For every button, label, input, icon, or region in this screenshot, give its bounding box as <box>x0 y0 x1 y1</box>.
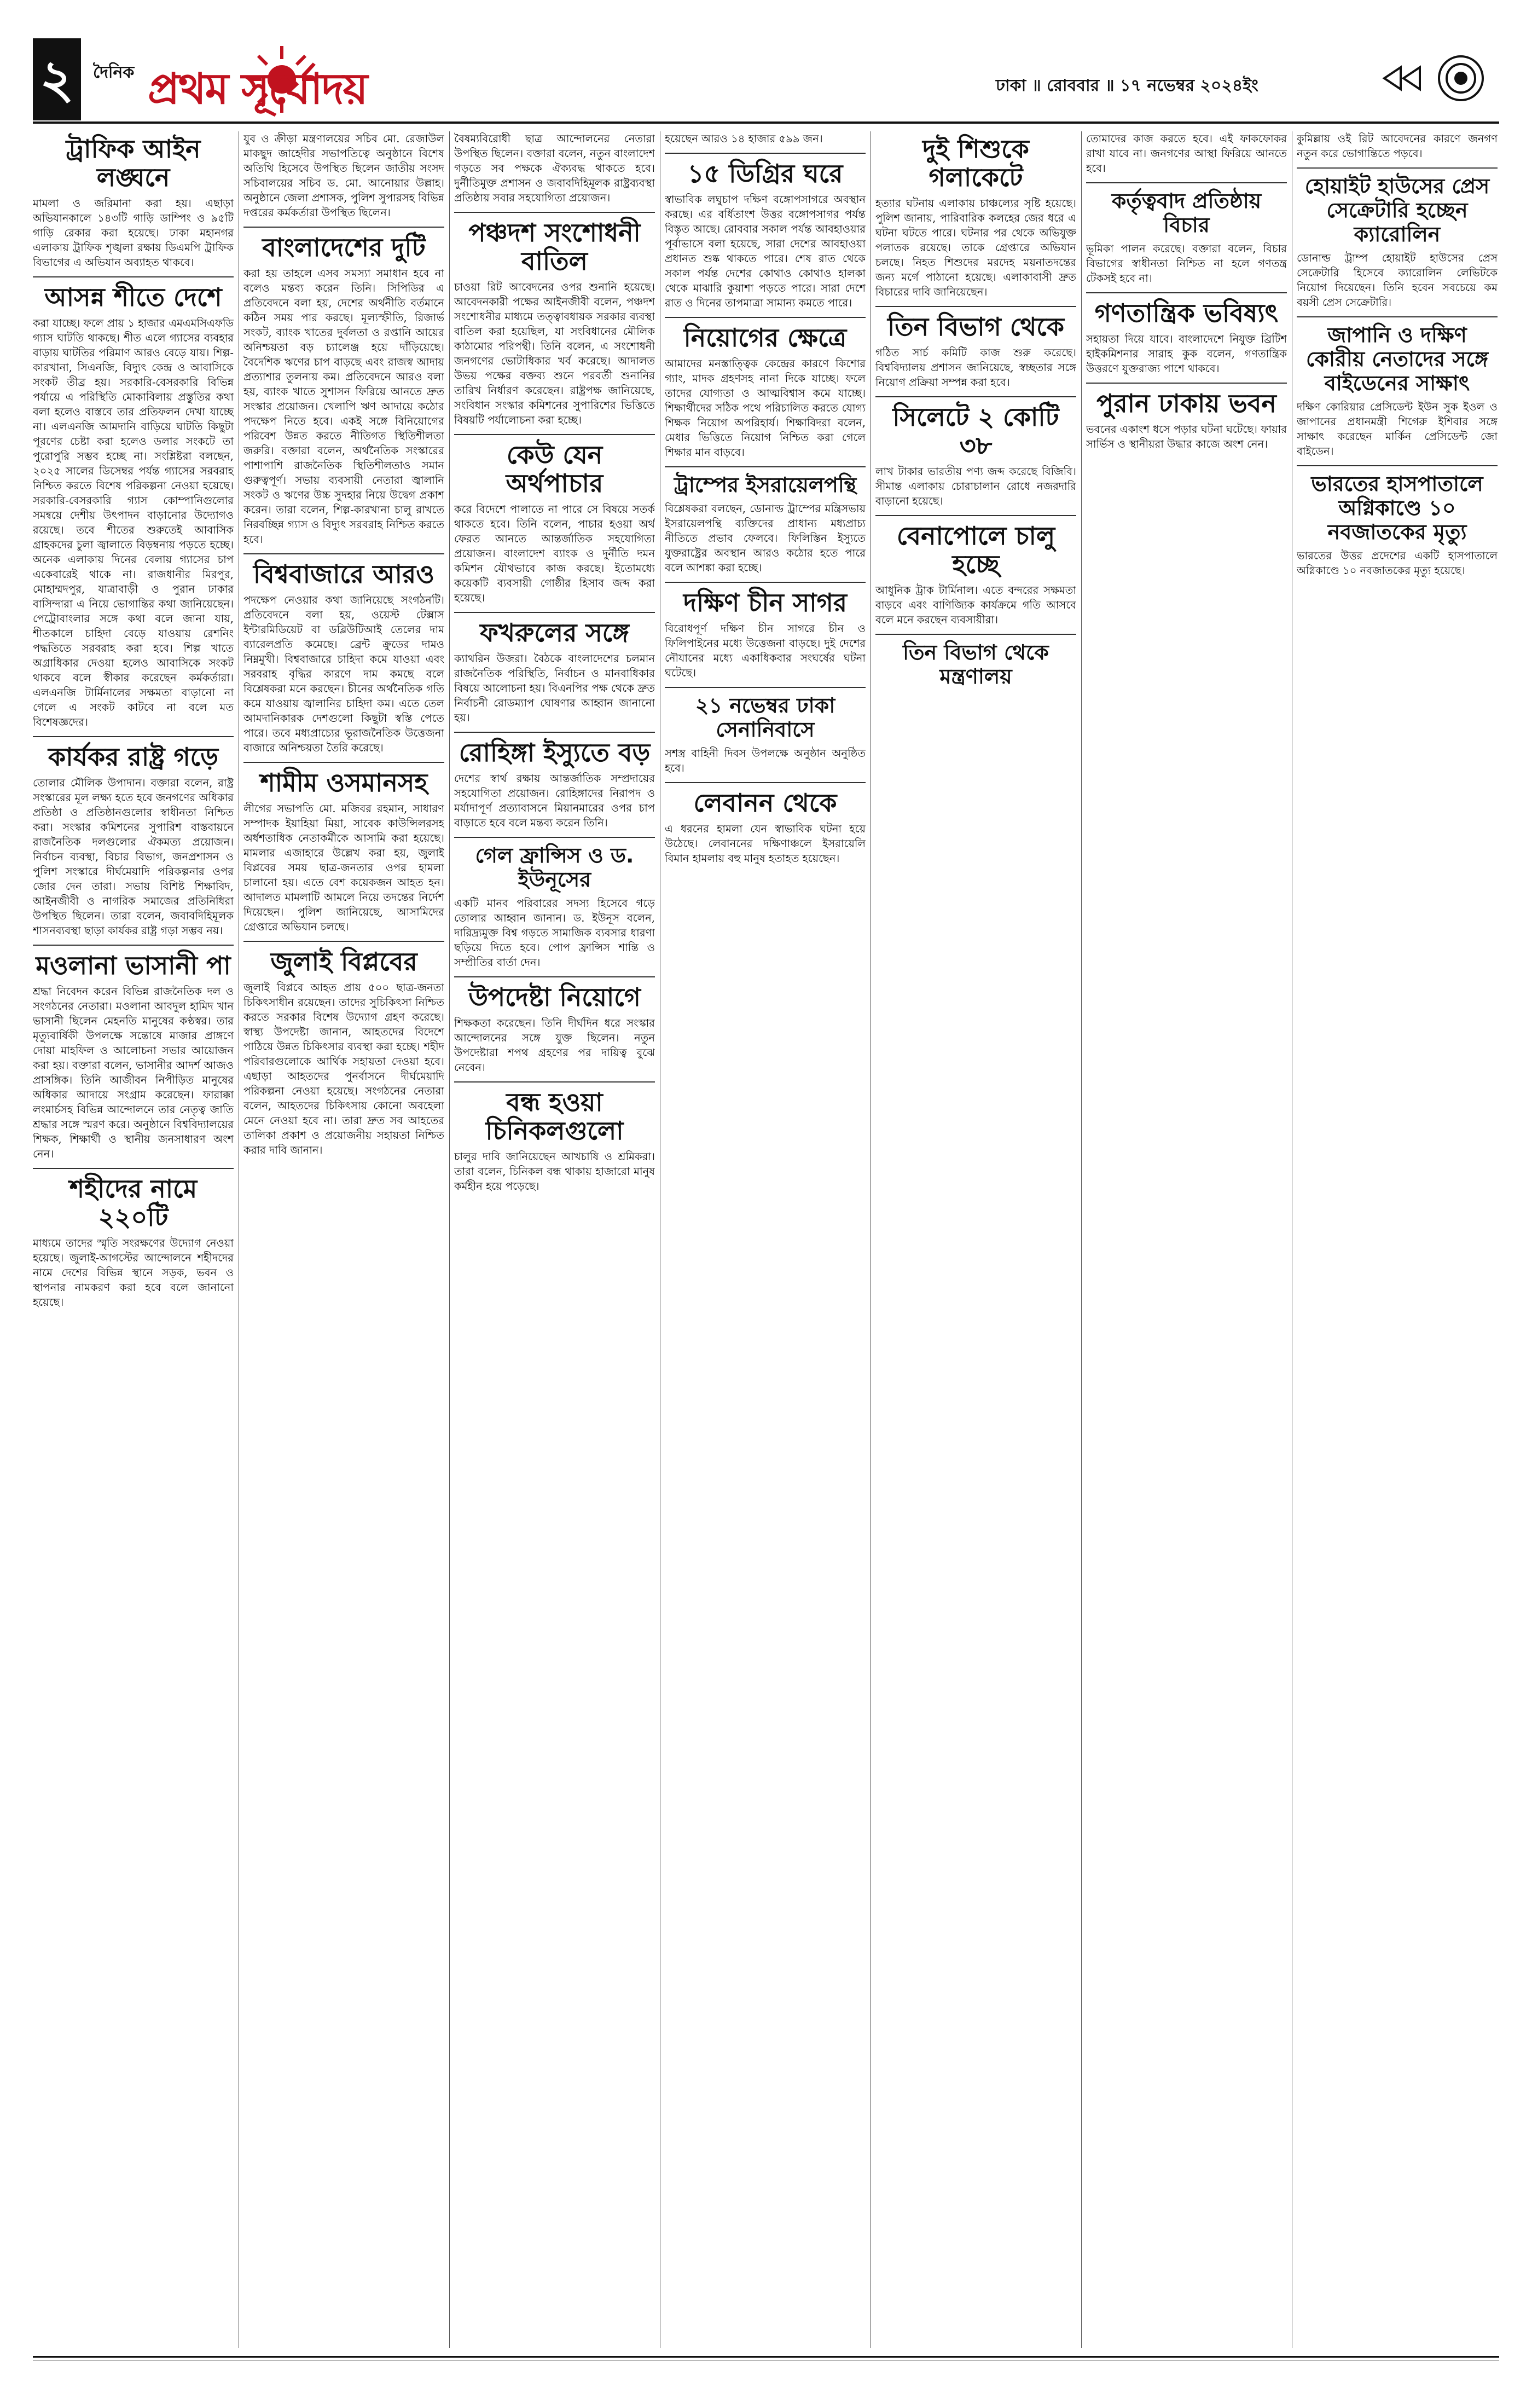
news-article <box>454 843 655 970</box>
article-headline: তিন বিভাগ থেকে <box>887 312 1064 341</box>
article-headline: দুই শিশুকে গলাকেটে <box>922 134 1029 192</box>
news-article <box>1086 389 1287 452</box>
article-body: তোলার মৌলিক উপাদান। বক্তারা বলেন, রাষ্ট্র সংস্কারের মূল লক্ষ্য হতে হবে জনগণের অধিকার প্রতিষ্ঠা ও প্রতিষ্ঠানগুলোর স্বাধীনতা নিশ্চিত করা। সংস্কার কমিশনের সুপারিশ বাস্তবায়নে রাজনৈতিক দলগুলোর ঐকমত্য প্রয়োজন। নির্বাচন ব্যবস্থা, বিচার বিভাগ, জনপ্রশাসন ও পুলিশ সংস্কারে দীর্ঘমেয়াদি পরিকল্পনার ওপর জোর দেন তারা। সভায় বিশিষ্ট শিক্ষাবিদ, আইনজীবী ও নাগরিক সমাজের প্রতিনিধিরা উপস্থিত ছিলেন। তারা বলেন, জবাবদিহিমূলক শাসনব্যবস্থা ছাড়া কার্যকর রাষ্ট্র গড়া সম্ভব নয়। <box>33 777 234 937</box>
article-body: গঠিত সার্চ কমিটি কাজ শুরু করেছে। বিশ্ববিদ্যালয় প্রশাসন জানিয়েছে, স্বচ্ছতার সঙ্গে নিয়োগ প্রক্রিয়া সম্পন্ন করা হবে। <box>875 346 1076 389</box>
article-headline: বন্ধ হওয়া চিনিকলগুলো <box>485 1087 624 1145</box>
news-article <box>665 473 866 575</box>
footer-rule <box>33 2356 1499 2358</box>
article-body: দেশের স্বার্থ রক্ষায় আন্তর্জাতিক সম্প্রদায়ের সহযোগিতা প্রয়োজন। রোহিঙ্গাদের নিরাপদ ও মর্যাদাপূর্ণ প্রত্যাবাসনে মিয়ানমারের ওপর চাপ বাড়াতে হবে বলে মন্তব্য করেন তিনি। <box>454 772 655 829</box>
article-body: চাওয়া রিট আবেদনের ওপর শুনানি হয়েছে। আবেদনকারী পক্ষের আইনজীবী বলেন, পঞ্চদশ সংশোধনীর মাধ্যমে তত্ত্বাবধায়ক সরকার ব্যবস্থা বাতিল করা হয়েছিল, যা সংবিধানের মৌলিক কাঠামোর পরিপন্থী। তিনি বলেন, এ সংশোধনী জনগণের ভোটাধিকার খর্ব করেছে। আদালত উভয় পক্ষের বক্তব্য শুনে পরবর্তী শুনানির তারিখ নির্ধারণ করেছেন। রাষ্ট্রপক্ষ জানিয়েছে, সংবিধান সংস্কার কমিশনের সুপারিশের ভিত্তিতে বিষয়টি পর্যালোচনা করা হচ্ছে। <box>454 281 655 426</box>
article-headline: ট্রাম্পের ইসরায়েলপন্থি <box>674 473 857 497</box>
article-divider <box>1297 167 1498 169</box>
news-article <box>665 588 866 680</box>
article-body: বিশ্লেষকরা বলছেন, ডোনাল্ড ট্রাম্পের মন্ত্রিসভায় ইসরায়েলপন্থি ব্যক্তিদের প্রাধান্য মধ্যপ্রাচ্য নীতিতে প্রভাব ফেলবে। ফিলিস্তিন ইস্যুতে যুক্তরাষ্ট্রের অবস্থান আরও কঠোর হতে পারে বলে আশঙ্কা করা হচ্ছে। <box>665 502 866 574</box>
article-body: দক্ষিণ কোরিয়ার প্রেসিডেন্ট ইউন সুক ইওল ও জাপানের প্রধানমন্ত্রী শিগেরু ইশিবার সঙ্গে সাক্ষাৎ করেছেন মার্কিন প্রেসিডেন্ট জো বাইডেন। <box>1297 401 1498 458</box>
news-article <box>1086 299 1287 376</box>
news-article <box>454 1088 655 1194</box>
article-body: করা যাচ্ছে। ফলে প্রায় ১ হাজার এমএমসিএফডি গ্যাস ঘাটতি থাকছে। শীত এলে গ্যাসের ব্যবহার বাড়ায় ঘাটতির পরিমাণ আরও বেড়ে যায়। শিল্প-কারখানা, সিএনজি, বিদ্যুৎ কেন্দ্র ও আবাসিকে সংকট তীব্র হয়। সরকারি-বেসরকারি বিভিন্ন পর্যায়ে এ পরিস্থিতি মোকাবিলায় প্রস্তুতির কথা বলা হলেও বাস্তবে তার প্রতিফলন দেখা যাচ্ছে না। এলএনজি আমদানি বাড়িয়ে ঘাটতি কিছুটা পূরণের চেষ্টা করা হলেও ডলার সংকটে তা পুরোপুরি সম্ভব হচ্ছে না। সংশ্লিষ্টরা বলছেন, ২০২৫ সালের ডিসেম্বর পর্যন্ত গ্যাসের সরবরাহ নিশ্চিত করতে বিশেষ পরিকল্পনা নেওয়া হয়েছে। সরকারি-বেসরকারি গ্যাস কোম্পানিগুলোর সমন্বয়ে দেশীয় উৎপাদন বাড়ানোর উদ্যোগও রয়েছে। তবে শীতের শুরুতেই আবাসিক গ্রাহকদের চুলা জ্বালাতে বিড়ম্বনায় পড়তে হচ্ছে। অনেক এলাকায় দিনের বেলায় গ্যাসের চাপ একেবারেই থাকে না। রাজধানীর মিরপুর, মোহাম্মদপুর, যাত্রাবাড়ী ও পুরান ঢাকার বাসিন্দারা এ নিয়ে ভোগান্তির কথা জানিয়েছেন। পেট্রোবাংলার সঙ্গে কথা বলে জানা যায়, শীতকালে চাহিদা বেড়ে যাওয়ায় রেশনিং পদ্ধতিতে সরবরাহ করা হবে। শিল্প খাতে অগ্রাধিকার দেওয়া হলেও আবাসিকে সংকট থাকবে বলে স্বীকার করেছেন কর্মকর্তারা। এলএনজি টার্মিনালের সক্ষমতা বাড়ানো না গেলে এ সংকট কাটবে না বলে মত বিশেষজ্ঞদের। <box>33 317 234 728</box>
article-divider <box>665 687 866 688</box>
news-article <box>1086 189 1287 286</box>
news-column <box>454 131 655 2348</box>
news-column <box>875 131 1076 2348</box>
news-column <box>1297 131 1498 2348</box>
article-divider <box>665 782 866 783</box>
article-divider <box>33 1168 234 1169</box>
article-columns <box>33 131 1499 2348</box>
article-divider <box>1297 316 1498 317</box>
news-article <box>454 983 655 1075</box>
article-body: এ ধরনের হামলা যেন স্বাভাবিক ঘটনা হয়ে উঠেছে। লেবাননের দক্ষিণাঞ্চলে ইসরায়েলি বিমান হামলায় বহু মানুষ হতাহত হয়েছেন। <box>665 823 866 865</box>
article-divider <box>454 732 655 733</box>
news-article <box>875 403 1076 508</box>
news-article <box>243 560 444 755</box>
news-article <box>243 768 444 934</box>
news-article <box>665 159 866 310</box>
article-headline: বিশ্ববাজারে আরও <box>253 559 435 589</box>
news-article <box>1086 131 1287 176</box>
article-divider <box>875 306 1076 307</box>
dateline: ঢাকা ॥ রোববার ॥ ১৭ নভেম্বর ২০২৪ইং <box>996 76 1258 95</box>
news-column <box>665 131 866 2348</box>
article-headline: ১৫ ডিগ্রির ঘরে <box>687 159 843 188</box>
article-divider <box>33 736 234 737</box>
masthead-rule <box>33 121 1499 124</box>
article-body: সহায়তা দিয়ে যাবে। বাংলাদেশে নিযুক্ত ব্রিটিশ হাইকমিশনার সারাহ কুক বলেন, গণতান্ত্রিক উত্তরণে যুক্তরাজ্য পাশে থাকবে। <box>1086 333 1287 375</box>
article-divider <box>665 153 866 154</box>
column-divider <box>1081 131 1082 2348</box>
article-divider <box>454 434 655 435</box>
column-divider <box>449 131 450 2348</box>
news-article <box>33 743 234 938</box>
article-divider <box>665 582 866 583</box>
article-body: হত্যার ঘটনায় এলাকায় চাঞ্চল্যের সৃষ্টি হয়েছে। পুলিশ জানায়, পারিবারিক কলহের জের ধরে এ ঘটনা ঘটতে পারে। ঘটনার পর থেকে অভিযুক্ত পলাতক রয়েছে। তাকে গ্রেপ্তারে অভিযান চলছে। নিহত শিশুদের মরদেহ ময়নাতদন্তের জন্য মর্গে পাঠানো হয়েছে। এলাকাবাসী দ্রুত বিচারের দাবি জানিয়েছেন। <box>875 197 1076 298</box>
article-headline: ফখরুলের সঙ্গে <box>480 618 629 647</box>
article-body: শিক্ষকতা করেছেন। তিনি দীর্ঘদিন ধরে সংস্কার আন্দোলনের সঙ্গে যুক্ত ছিলেন। নতুন উপদেষ্টারা শপথ গ্রহণের পর দায়িত্ব বুঝে নেবেন। <box>454 1017 655 1074</box>
article-divider <box>1297 465 1498 466</box>
article-body: ক্যাথরিন উজরা। বৈঠকে বাংলাদেশের চলমান রাজনৈতিক পরিস্থিতি, নির্বাচন ও মানবাধিকার বিষয়ে আলোচনা হয়। বিএনপির পক্ষ থেকে দ্রুত নির্বাচনী রোডম্যাপ ঘোষণার আহ্বান জানানো হয়। <box>454 652 655 724</box>
article-divider <box>454 976 655 977</box>
article-headline: আসন্ন শীতে দেশে <box>44 282 222 312</box>
article-headline: পঞ্চদশ সংশোধনী বাতিল <box>468 218 641 276</box>
article-headline: শহীদের নামে ২২০টি <box>69 1174 198 1232</box>
article-divider <box>1086 292 1287 293</box>
article-headline: ট্রাফিক আইন লঙ্ঘনে <box>66 134 201 192</box>
news-column <box>1086 131 1287 2348</box>
article-body: লাখ টাকার ভারতীয় পণ্য জব্দ করেছে বিজিবি। সীমান্ত এলাকায় চোরাচালান রোধে নজরদারি বাড়ানো হয়েছে। <box>875 465 1076 507</box>
news-column <box>243 131 444 2348</box>
article-body: মাধ্যমে তাদের স্মৃতি সংরক্ষণের উদ্যোগ নেওয়া হয়েছে। জুলাই-আগস্টের আন্দোলনে শহীদদের নামে দেশের বিভিন্ন স্থানে সড়ক, ভবন ও স্থাপনার নামকরণ করা হবে বলে জানানো হয়েছে। <box>33 1237 234 1309</box>
article-body: বিরোধপূর্ণ দক্ষিণ চীন সাগরে চীন ও ফিলিপাইনের মধ্যে উত্তেজনা বাড়ছে। দুই দেশের নৌযানের মধ্যে একাধিকবার সংঘর্ষের ঘটনা ঘটেছে। <box>665 622 866 679</box>
article-body: চালুর দাবি জানিয়েছেন আখচাষি ও শ্রমিকরা। তারা বলেন, চিনিকল বন্ধ থাকায় হাজারো মানুষ কর্মহীন হয়ে পড়েছে। <box>454 1150 655 1193</box>
article-headline: বাংলাদেশের দুটি <box>262 233 426 262</box>
article-divider <box>1086 383 1287 384</box>
news-article <box>454 218 655 427</box>
news-article <box>665 789 866 866</box>
article-body: ভবনের একাংশ ধসে পড়ার ঘটনা ঘটেছে। ফায়ার সার্ভিস ও স্থানীয়রা উদ্ধার কাজে অংশ নেন। <box>1086 423 1287 450</box>
news-article <box>875 135 1076 299</box>
article-body: যুব ও ক্রীড়া মন্ত্রণালয়ের সচিব মো. রেজাউল মাকছুদ জাহেদীর সভাপতিত্বে অনুষ্ঠানে বিশেষ অতিথি হিসেবে উপস্থিত ছিলেন জাতীয় সংসদ সচিবালয়ের সচিব ড. মো. আনোয়ার উল্লাহ। অনুষ্ঠানে জেলা প্রশাসক, পুলিশ সুপারসহ বিভিন্ন দপ্তরের কর্মকর্তারা উপস্থিত ছিলেন। <box>243 132 444 219</box>
news-article <box>454 618 655 725</box>
article-headline: ভারতের হাসপাতালে অগ্নিকাণ্ডে ১০ নবজাতকের মৃত্যু <box>1311 472 1483 544</box>
article-divider <box>454 212 655 213</box>
article-body: আমাদের মনস্তাত্ত্বিক কেন্দ্রের কারণে কিশোর গ্যাং, মাদক গ্রহণসহ নানা দিকে যাচ্ছে। ফলে তাদের যোগ্যতা ও আত্মবিশ্বাস কমে যাচ্ছে। শিক্ষার্থীদের সঠিক পথে পরিচালিত করতে যোগ্য শিক্ষক নিয়োগ অপরিহার্য। শিক্ষাবিদরা বলেন, মেধার ভিত্তিতে নিয়োগ নিশ্চিত করা গেলে শিক্ষার মান বাড়বে। <box>665 357 866 459</box>
article-divider <box>1086 182 1287 183</box>
article-divider <box>243 227 444 228</box>
news-article <box>1297 323 1498 459</box>
article-divider <box>875 515 1076 516</box>
article-body: সশস্ত্র বাহিনী দিবস উপলক্ষে অনুষ্ঠান অনুষ্ঠিত হবে। <box>665 747 866 774</box>
article-headline: হোয়াইট হাউসের প্রেস সেক্রেটারি হচ্ছেন ক্যারোলিন <box>1304 174 1490 246</box>
article-headline: গেল ফ্রান্সিস ও ড. ইউনূসের <box>475 843 634 892</box>
article-headline: কার্যকর রাষ্ট্র গড়ে <box>48 742 218 772</box>
article-divider <box>33 945 234 946</box>
newspaper-logo <box>93 44 476 115</box>
masthead <box>33 38 1499 120</box>
news-column <box>33 131 234 2348</box>
article-body: আধুনিক ট্রাক টার্মিনাল। এতে বন্দরের সক্ষমতা বাড়বে এবং বাণিজ্যিক কার্যক্রমে গতি আসবে বলে মনে করছেন ব্যবসায়ীরা। <box>875 584 1076 626</box>
article-body: করে বিদেশে পালাতে না পারে সে বিষয়ে সতর্ক থাকতে হবে। তিনি বলেন, পাচার হওয়া অর্থ ফেরত আনতে আন্তর্জাতিক সহযোগিতা প্রয়োজন। বাংলাদেশ ব্যাংক ও দুর্নীতি দমন কমিশন যৌথভাবে কাজ করছে। ইতোমধ্যে কয়েকটি ব্যবসায়ী গোষ্ঠীর হিসাব জব্দ করা হয়েছে। <box>454 503 655 604</box>
news-article <box>875 522 1076 627</box>
article-headline: ২১ নভেম্বর ঢাকা সেনানিবাসে <box>695 693 835 742</box>
article-headline: বেনাপোলে চালু হচ্ছে <box>896 521 1055 579</box>
article-divider <box>243 553 444 554</box>
article-body: ভারতের উত্তর প্রদেশের একটি হাসপাতালে অগ্নিকাণ্ডে ১০ নবজাতকের মৃত্যু হয়েছে। <box>1297 549 1498 577</box>
article-headline: সিলেটে ২ কোটি ৩৮ <box>892 402 1059 460</box>
article-headline: নিয়োগের ক্ষেত্রে <box>683 323 847 352</box>
article-headline: পুরান ঢাকায় ভবন <box>1096 389 1276 418</box>
news-article <box>33 1174 234 1310</box>
news-article <box>33 135 234 270</box>
article-headline: দক্ষিণ চীন সাগর <box>683 588 848 617</box>
article-headline: রোহিঙ্গা ইস্যুতে বড় <box>459 738 651 767</box>
article-body: বৈষম্যবিরোধী ছাত্র আন্দোলনের নেতারা উপস্থিত ছিলেন। বক্তারা বলেন, নতুন বাংলাদেশ গড়তে সব পক্ষকে ঐক্যবদ্ধ থাকতে হবে। দুর্নীতিমুক্ত প্রশাসন ও জবাবদিহিমূলক রাষ্ট্রব্যবস্থা প্রতিষ্ঠায় সবার সহযোগিতা প্রয়োজন। <box>454 132 655 204</box>
article-divider <box>33 276 234 277</box>
article-divider <box>665 466 866 467</box>
article-headline: উপদেষ্টা নিয়োগে <box>468 982 641 1012</box>
article-body: হয়েছেন আরও ১৪ হাজার ৫৯৯ জন। <box>665 132 823 145</box>
article-divider <box>875 396 1076 397</box>
article-headline: কর্তৃত্ববাদ প্রতিষ্ঠায় বিচার <box>1111 189 1262 237</box>
page-number: ২ <box>33 38 81 120</box>
article-body: ডোনাল্ড ট্রাম্প হোয়াইট হাউসের প্রেস সেক্রেটারি হিসেবে ক্যারোলিন লেভিটকে নিয়োগ দিয়েছেন। তিনি হবেন সবচেয়ে কম বয়সী প্রেস সেক্রেটারি। <box>1297 252 1498 309</box>
article-divider <box>875 634 1076 635</box>
article-divider <box>665 317 866 318</box>
article-body: পদক্ষেপ নেওয়ার কথা জানিয়েছে সংগঠনটি। প্রতিবেদনে বলা হয়, ওয়েস্ট টেক্সাস ইন্টারমিডিয়েট বা ডব্লিউটিআই তেলের দাম ব্যারেলপ্রতি কমেছে। ব্রেন্ট ক্রুডের দামও নিম্নমুখী। বিশ্ববাজারে চাহিদা কমে যাওয়া এবং সরবরাহ বৃদ্ধির কারণে দাম কমছে বলে বিশ্লেষকরা মনে করছেন। চীনের অর্থনৈতিক গতি কমে যাওয়ায় জ্বালানির চাহিদা কম। এতে তেল আমদানিকারক দেশগুলো কিছুটা স্বস্তি পেতে পারে। তবে মধ্যপ্রাচ্যের ভূরাজনৈতিক উত্তেজনা বাজারে অনিশ্চয়তা তৈরি করেছে। <box>243 594 444 754</box>
article-headline: জাপানি ও দক্ষিণ কোরীয় নেতাদের সঙ্গে বাইডেনের সাক্ষাৎ <box>1306 323 1488 395</box>
news-article <box>33 283 234 730</box>
article-divider <box>454 1081 655 1083</box>
article-body: লীগের সভাপতি মো. মজিবর রহমান, সাধারণ সম্পাদক ইয়াহিয়া মিয়া, সাবেক কাউন্সিলরসহ অর্ধশতাধিক নেতাকর্মীকে আসামি করা হয়েছে। মামলার এজাহারে উল্লেখ করা হয়, জুলাই বিপ্লবের সময় ছাত্র-জনতার ওপর হামলা চালানো হয়। এতে বেশ কয়েকজন আহত হন। আদালত মামলাটি আমলে নিয়ে তদন্তের নির্দেশ দিয়েছেন। পুলিশ জানিয়েছে, আসামিদের গ্রেপ্তারে অভিযান চলছে। <box>243 802 444 933</box>
news-article <box>875 640 1076 688</box>
article-body: করা হয় তাহলে এসব সমস্যা সমাধান হবে না বলেও মন্তব্য করেন তিনি। সিপিডির এ প্রতিবেদনে বলা হয়, দেশের অর্থনীতি বর্তমানে কঠিন সময় পার করছে। মূল্যস্ফীতি, রিজার্ভ সংকট, ব্যাংক খাতের দুর্বলতা ও রপ্তানি আয়ের অনিশ্চয়তা বড় চ্যালেঞ্জ হয়ে দাঁড়িয়েছে। বৈদেশিক ঋণের চাপ বাড়ছে এবং রাজস্ব আদায় প্রত্যাশার তুলনায় কম। প্রতিবেদনে আরও বলা হয়, ব্যাংক খাতে সুশাসন ফিরিয়ে আনতে দ্রুত সংস্কার প্রয়োজন। খেলাপি ঋণ আদায়ে কঠোর পদক্ষেপ নিতে হবে। একই সঙ্গে বিনিয়োগের পরিবেশ উন্নত করতে নীতিগত স্থিতিশীলতা জরুরি। বক্তারা বলেন, অর্থনৈতিক সংস্কারের পাশাপাশি রাজনৈতিক স্থিতিশীলতাও সমান গুরুত্বপূর্ণ। সভায় ব্যবসায়ী নেতারা জ্বালানি সংকট ও ঋণের উচ্চ সুদহার নিয়ে উদ্বেগ প্রকাশ করেন। তারা বলেন, শিল্প-কারখানা চালু রাখতে নিরবচ্ছিন্ন গ্যাস ও বিদ্যুৎ সরবরাহ নিশ্চিত করতে হবে। <box>243 267 444 546</box>
logo-prefix: দৈনিক <box>93 63 135 82</box>
news-article <box>454 441 655 605</box>
article-body: জুলাই বিপ্লবে আহত প্রায় ৫০০ ছাত্র-জনতা চিকিৎসাধীন রয়েছেন। তাদের সুচিকিৎসা নিশ্চিত করতে সরকার বিশেষ উদ্যোগ গ্রহণ করেছে। স্বাস্থ্য উপদেষ্টা জানান, আহতদের বিদেশে পাঠিয়ে উন্নত চিকিৎসার ব্যবস্থা করা হচ্ছে। শহীদ পরিবারগুলোকে আর্থিক সহায়তা দেওয়া হবে। এছাড়া আহতদের পুনর্বাসনে দীর্ঘমেয়াদি পরিকল্পনা নেওয়া হয়েছে। সংগঠনের নেতারা বলেন, আহতদের চিকিৎসায় কোনো অবহেলা মেনে নেওয়া হবে না। তারা দ্রুত সব আহতের তালিকা প্রকাশ ও প্রয়োজনীয় সহায়তা নিশ্চিত করার দাবি জানান। <box>243 981 444 1156</box>
news-article <box>1297 472 1498 578</box>
news-article <box>665 131 866 146</box>
news-article <box>875 312 1076 390</box>
article-headline: লেবানন থেকে <box>693 788 837 818</box>
news-article <box>454 738 655 830</box>
article-divider <box>243 941 444 942</box>
article-body: তোমাদের কাজ করতে হবে। এই ফাকফোকর রাখা যাবে না। জনগণের আস্থা ফিরিয়ে আনতে হবে। <box>1086 132 1287 175</box>
article-divider <box>454 612 655 613</box>
news-article <box>454 131 655 205</box>
article-body: স্বাভাবিক লঘুচাপ দক্ষিণ বঙ্গোপসাগরে অবস্থান করছে। এর বর্ধিতাংশ উত্তর বঙ্গোপসাগর পর্যন্ত বিস্তৃত আছে। রোববার সকাল পর্যন্ত আবহাওয়ার পূর্বাভাসে বলা হয়েছে, সারা দেশের আবহাওয়া প্রধানত শুষ্ক থাকতে পারে। শেষ রাত থেকে সকাল পর্যন্ত দেশের কোথাও কোথাও হালকা থেকে মাঝারি কুয়াশা পড়তে পারে। সারা দেশে রাত ও দিনের তাপমাত্রা সামান্য কমতে পারে। <box>665 193 866 309</box>
article-divider <box>454 837 655 838</box>
news-article <box>243 131 444 220</box>
news-article <box>243 233 444 547</box>
news-article <box>33 951 234 1161</box>
article-headline: জুলাই বিপ্লবের <box>270 947 417 976</box>
article-body: ভূমিকা পালন করেছে। বক্তারা বলেন, বিচার বিভাগের স্বাধীনতা নিশ্চিত না হলে গণতন্ত্র টেকসই হবে না। <box>1086 242 1287 285</box>
article-body: মামলা ও জরিমানা করা হয়। এছাড়া অভিযানকালে ১৪৩টি গাড়ি ডাম্পিং ও ৯৫টি গাড়ি রেকার করা হয়েছে। ঢাকা মহানগর এলাকায় ট্রাফিক শৃঙ্খলা রক্ষায় ডিএমপি ট্রাফিক বিভাগের এ অভিযান অব্যাহত থাকবে। <box>33 197 234 269</box>
article-headline: তিন বিভাগ থেকে মন্ত্রণালয় <box>903 640 1049 688</box>
article-headline: শামীম ওসমানসহ <box>260 768 428 797</box>
article-body: শ্রদ্ধা নিবেদন করেন বিভিন্ন রাজনৈতিক দল ও সংগঠনের নেতারা। মওলানা আবদুল হামিদ খান ভাসানী ছিলেন মেহনতি মানুষের কণ্ঠস্বর। তার মৃত্যুবার্ষিকী উপলক্ষে সন্তোষে মাজার প্রাঙ্গণে দোয়া মাহফিল ও আলোচনা সভার আয়োজন করা হয়। বক্তারা বলেন, ভাসানীর আদর্শ আজও প্রাসঙ্গিক। তিনি আজীবন নিপীড়িত মানুষের অধিকার আদায়ে সংগ্রাম করেছেন। ফারাক্কা লংমার্চসহ বিভিন্ন আন্দোলনে তার নেতৃত্ব জাতি শ্রদ্ধার সঙ্গে স্মরণ করে। অনুষ্ঠানে বিশ্ববিদ্যালয়ের শিক্ষক, শিক্ষার্থী ও স্থানীয় জনসাধারণ অংশ নেন। <box>33 985 234 1160</box>
news-article <box>243 947 444 1157</box>
article-headline: মওলানা ভাসানী পা <box>36 951 231 980</box>
logo-name: প্রথম সূর্যোদয় <box>148 64 367 114</box>
article-headline: কেউ যেন অর্থপাচার <box>506 440 603 498</box>
article-divider <box>243 762 444 763</box>
news-article <box>1297 131 1498 161</box>
news-article <box>665 323 866 460</box>
ornament-icon <box>1379 48 1499 108</box>
news-article <box>1297 174 1498 310</box>
article-body: কুমিল্লায় ওই রিট আবেদনের কারণে জনগণ নতুন করে ভোগান্তিতে পড়বে। <box>1297 132 1498 160</box>
news-article <box>665 693 866 775</box>
article-headline: গণতান্ত্রিক ভবিষ্যৎ <box>1094 298 1279 328</box>
article-body: একটি মানব পরিবারের সদস্য হিসেবে গড়ে তোলার আহ্বান জানান। ড. ইউনূস বলেন, দারিদ্র্যমুক্ত বিশ্ব গড়তে সামাজিক ব্যবসার ধারণা ছড়িয়ে দিতে হবে। পোপ ফ্রান্সিস শান্তি ও সম্প্রীতির বার্তা দেন। <box>454 897 655 969</box>
